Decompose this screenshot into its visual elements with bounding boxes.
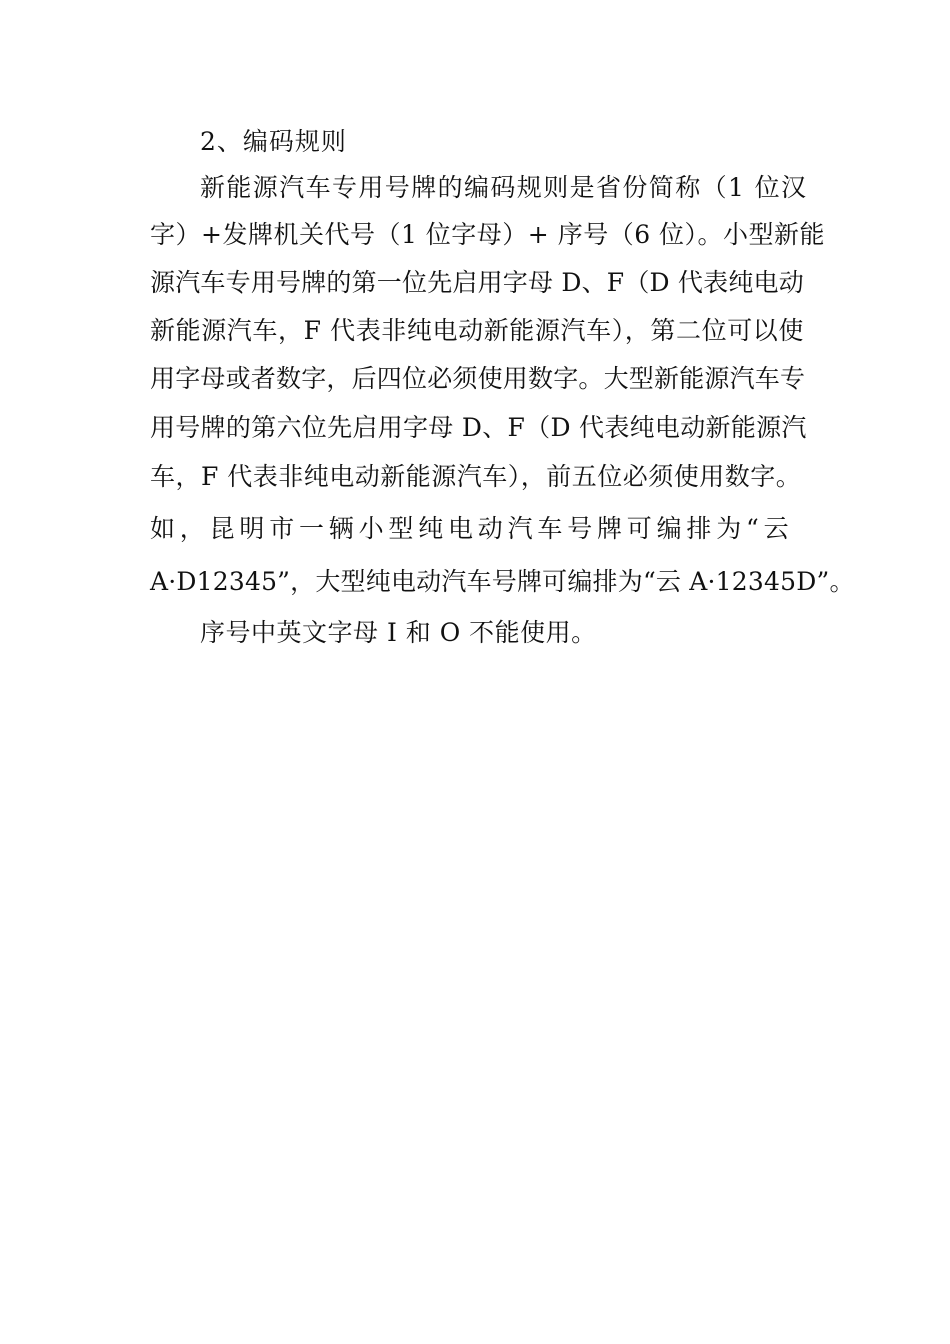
paragraph-line [0,215,950,255]
paragraph-line [0,457,950,497]
paragraph-text: 用号牌的第六位先启用字母 D、F（D 代表纯电动新能源汽 [150,413,807,442]
paragraph-text: 序号中英文字母 I 和 O 不能使用。 [200,618,597,647]
paragraph-text: 用字母或者数字，后四位必须使用数字。大型新能源汽车专 [150,364,806,393]
paragraph-text: 源汽车专用号牌的第一位先启用字母 D、F（D 代表纯电动 [150,268,804,297]
paragraph-text: 新能源汽车，F 代表非纯电动新能源汽车），第二位可以使 [150,316,804,345]
paragraph-line [0,509,950,549]
paragraph-line [0,613,950,653]
paragraph-line [0,359,950,399]
section-heading-line [0,122,950,162]
paragraph-text: A·D12345”，大型纯电动汽车号牌可编排为“云 A·12345D”。 [150,567,855,596]
paragraph-line [0,168,950,208]
paragraph-line [0,263,950,303]
paragraph-line [0,311,950,351]
paragraph-line [0,562,950,602]
paragraph-text: 字）+发牌机关代号（1 位字母）+ 序号（6 位）。小型新能 [150,220,826,249]
paragraph-text: 车，F 代表非纯电动新能源汽车），前五位必须使用数字。 [150,462,802,491]
section-heading: 2、编码规则 [200,127,347,156]
paragraph-line [0,408,950,448]
paragraph-text: 如，昆明市一辆小型纯电动汽车号牌可编排为“云 [150,514,794,543]
paragraph-text: 新能源汽车专用号牌的编码规则是省份简称（1 位汉 [200,173,808,202]
